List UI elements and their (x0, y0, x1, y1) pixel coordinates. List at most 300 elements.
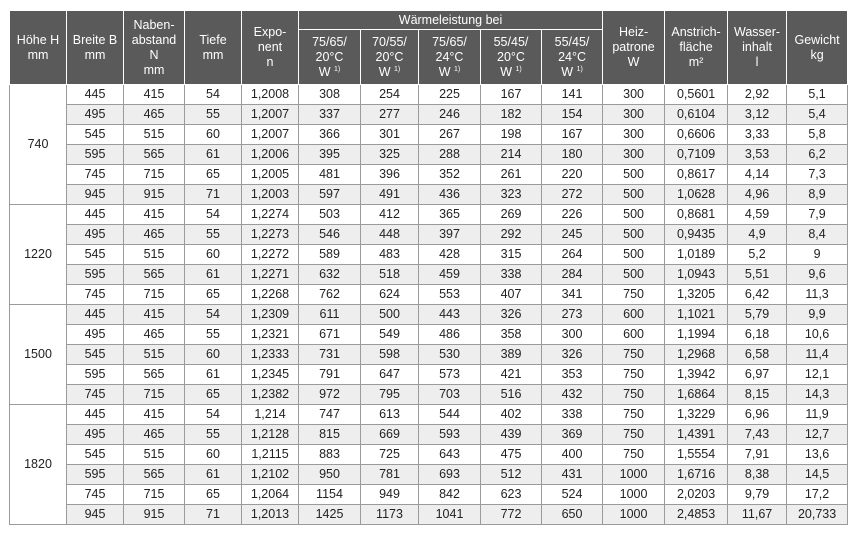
table-row (10, 265, 848, 285)
table-cell: 500 (603, 165, 665, 185)
table-cell: 154 (542, 105, 603, 125)
table-cell: 443 (419, 305, 481, 325)
table-cell: 1,2115 (242, 445, 299, 465)
table-cell: 1,2272 (242, 245, 299, 265)
table-cell: 1,2345 (242, 365, 299, 385)
table-cell: 715 (124, 385, 185, 405)
table-cell: 745 (67, 165, 124, 185)
table-cell: 338 (481, 265, 542, 285)
table-cell: 595 (67, 145, 124, 165)
table-cell: 1,2968 (665, 345, 728, 365)
table-cell: 546 (299, 225, 361, 245)
table-cell: 500 (603, 225, 665, 245)
table-cell: 338 (542, 405, 603, 425)
table-cell: 0,8617 (665, 165, 728, 185)
table-cell: 791 (299, 365, 361, 385)
table-cell: 7,3 (787, 165, 848, 185)
table-cell: 11,4 (787, 345, 848, 365)
table-cell: 55 (185, 105, 242, 125)
table-cell: 292 (481, 225, 542, 245)
header-waermeleistung: Wärmeleistung bei (299, 11, 603, 30)
table-row (10, 305, 848, 325)
table-cell: 915 (124, 505, 185, 525)
header-waerme-55-45-24: 55/45/ 24°C W $^{1)}$ (542, 30, 603, 85)
table-cell: 436 (419, 185, 481, 205)
table-cell: 9,6 (787, 265, 848, 285)
table-cell: 11,67 (728, 505, 787, 525)
table-cell: 945 (67, 185, 124, 205)
header-anstrichflaeche: Anstrich- fläche m² (665, 11, 728, 85)
table-cell: 1,2102 (242, 465, 299, 485)
table-cell: 1000 (603, 485, 665, 505)
table-cell: 65 (185, 485, 242, 505)
table-cell: 300 (603, 105, 665, 125)
table-cell: 1173 (361, 505, 419, 525)
table-cell: 272 (542, 185, 603, 205)
table-row (10, 385, 848, 405)
table-cell: 17,2 (787, 485, 848, 505)
table-cell: 495 (67, 225, 124, 245)
table-header (10, 11, 848, 85)
table-cell: 593 (419, 425, 481, 445)
table-cell: 439 (481, 425, 542, 445)
table-cell: 0,6104 (665, 105, 728, 125)
table-cell: 428 (419, 245, 481, 265)
table-cell: 1000 (603, 505, 665, 525)
table-cell: 553 (419, 285, 481, 305)
header-nabenabstand: Naben- abstand N mm (124, 11, 185, 85)
table-cell: 715 (124, 165, 185, 185)
table-cell: 1,6864 (665, 385, 728, 405)
table-cell: 495 (67, 325, 124, 345)
table-cell: 1,3229 (665, 405, 728, 425)
header-waerme-70-55-20: 70/55/ 20°C W $^{1)}$ (361, 30, 419, 85)
table-cell: 589 (299, 245, 361, 265)
table-cell: 264 (542, 245, 603, 265)
header-exponent: Expo- nent n (242, 11, 299, 85)
table-cell: 1,2128 (242, 425, 299, 445)
table-cell: 65 (185, 165, 242, 185)
table-cell: 326 (481, 305, 542, 325)
header-waerme-75-65-24: 75/65/ 24°C W $^{1)}$ (419, 30, 481, 85)
table-cell: 524 (542, 485, 603, 505)
table-cell: 301 (361, 125, 419, 145)
table-cell: 750 (603, 345, 665, 365)
table-cell: 512 (481, 465, 542, 485)
table-cell: 60 (185, 125, 242, 145)
height-group-cell: 1220 (10, 205, 67, 305)
table-cell: 1,3942 (665, 365, 728, 385)
table-cell: 54 (185, 85, 242, 105)
table-cell: 9,9 (787, 305, 848, 325)
table-cell: 6,2 (787, 145, 848, 165)
table-cell: 883 (299, 445, 361, 465)
table-cell: 600 (603, 305, 665, 325)
table-cell: 565 (124, 265, 185, 285)
table-cell: 1,0943 (665, 265, 728, 285)
table-cell: 600 (603, 325, 665, 345)
table-cell: 402 (481, 405, 542, 425)
table-cell: 731 (299, 345, 361, 365)
table-cell: 12,1 (787, 365, 848, 385)
table-cell: 745 (67, 485, 124, 505)
table-cell: 4,96 (728, 185, 787, 205)
table-cell: 277 (361, 105, 419, 125)
table-cell: 8,4 (787, 225, 848, 245)
header-breite: Breite B mm (67, 11, 124, 85)
table-cell: 1,0628 (665, 185, 728, 205)
table-cell: 4,59 (728, 205, 787, 225)
table-cell: 475 (481, 445, 542, 465)
table-cell: 465 (124, 325, 185, 345)
table-cell: 7,9 (787, 205, 848, 225)
table-cell: 396 (361, 165, 419, 185)
table-cell: 288 (419, 145, 481, 165)
table-cell: 13,6 (787, 445, 848, 465)
table-cell: 273 (542, 305, 603, 325)
table-cell: 573 (419, 365, 481, 385)
table-cell: 61 (185, 365, 242, 385)
table-cell: 284 (542, 265, 603, 285)
radiator-data-table (9, 10, 848, 525)
table-cell: 1,2005 (242, 165, 299, 185)
table-row (10, 205, 848, 225)
table-cell: 6,58 (728, 345, 787, 365)
table-cell: 300 (603, 85, 665, 105)
table-cell: 2,92 (728, 85, 787, 105)
table-cell: 5,79 (728, 305, 787, 325)
table-cell: 7,91 (728, 445, 787, 465)
table-cell: 397 (419, 225, 481, 245)
table-cell: 491 (361, 185, 419, 205)
table-row (10, 105, 848, 125)
table-cell: 842 (419, 485, 481, 505)
table-cell: 369 (542, 425, 603, 445)
table-cell: 54 (185, 205, 242, 225)
table-cell: 0,5601 (665, 85, 728, 105)
header-waerme-75-65-20: 75/65/ 20°C W $^{1)}$ (299, 30, 361, 85)
table-cell: 500 (361, 305, 419, 325)
header-heizpatrone: Heiz- patrone W (603, 11, 665, 85)
table-cell: 6,18 (728, 325, 787, 345)
table-cell: 407 (481, 285, 542, 305)
table-cell: 595 (67, 265, 124, 285)
table-cell: 747 (299, 405, 361, 425)
table-cell: 1041 (419, 505, 481, 525)
table-cell: 6,42 (728, 285, 787, 305)
table-cell: 1,2309 (242, 305, 299, 325)
table-cell: 5,51 (728, 265, 787, 285)
table-cell: 412 (361, 205, 419, 225)
height-group-cell: 1500 (10, 305, 67, 405)
table-cell: 254 (361, 85, 419, 105)
table-cell: 725 (361, 445, 419, 465)
table-cell: 1,2006 (242, 145, 299, 165)
table-cell: 1,2268 (242, 285, 299, 305)
table-cell: 389 (481, 345, 542, 365)
table-cell: 141 (542, 85, 603, 105)
table-cell: 643 (419, 445, 481, 465)
table-cell: 2,4853 (665, 505, 728, 525)
table-cell: 1,2003 (242, 185, 299, 205)
table-cell: 220 (542, 165, 603, 185)
table-cell: 595 (67, 465, 124, 485)
table-cell: 465 (124, 225, 185, 245)
table-cell: 1,2007 (242, 125, 299, 145)
table-body (10, 85, 848, 525)
table-cell: 415 (124, 85, 185, 105)
table-cell: 61 (185, 145, 242, 165)
table-cell: 353 (542, 365, 603, 385)
table-cell: 3,12 (728, 105, 787, 125)
table-cell: 750 (603, 405, 665, 425)
table-cell: 795 (361, 385, 419, 405)
table-cell: 1,2007 (242, 105, 299, 125)
table-cell: 545 (67, 245, 124, 265)
table-cell: 300 (603, 145, 665, 165)
table-cell: 669 (361, 425, 419, 445)
table-cell: 481 (299, 165, 361, 185)
table-cell: 12,7 (787, 425, 848, 445)
table-cell: 762 (299, 285, 361, 305)
table-cell: 358 (481, 325, 542, 345)
table-cell: 1,6716 (665, 465, 728, 485)
table-cell: 715 (124, 285, 185, 305)
table-cell: 60 (185, 345, 242, 365)
table-cell: 261 (481, 165, 542, 185)
table-cell: 9,79 (728, 485, 787, 505)
table-cell: 61 (185, 465, 242, 485)
table-cell: 772 (481, 505, 542, 525)
table-cell: 750 (603, 385, 665, 405)
table-cell: 545 (67, 125, 124, 145)
table-cell: 1154 (299, 485, 361, 505)
table-cell: 300 (603, 125, 665, 145)
table-cell: 55 (185, 325, 242, 345)
table-cell: 20,733 (787, 505, 848, 525)
table-cell: 341 (542, 285, 603, 305)
table-cell: 500 (603, 245, 665, 265)
table-row (10, 85, 848, 105)
table-cell: 395 (299, 145, 361, 165)
table-cell: 598 (361, 345, 419, 365)
table-cell: 308 (299, 85, 361, 105)
table-row (10, 245, 848, 265)
header-gewicht: Gewicht kg (787, 11, 848, 85)
table-cell: 565 (124, 465, 185, 485)
table-cell: 400 (542, 445, 603, 465)
table-cell: 647 (361, 365, 419, 385)
table-cell: 544 (419, 405, 481, 425)
table-cell: 65 (185, 385, 242, 405)
table-cell: 10,6 (787, 325, 848, 345)
table-cell: 1,5554 (665, 445, 728, 465)
table-cell: 1,4391 (665, 425, 728, 445)
table-cell: 0,6606 (665, 125, 728, 145)
height-group-cell: 1820 (10, 405, 67, 525)
table-cell: 325 (361, 145, 419, 165)
table-cell: 503 (299, 205, 361, 225)
table-cell: 545 (67, 445, 124, 465)
table-cell: 180 (542, 145, 603, 165)
table-cell: 65 (185, 285, 242, 305)
table-cell: 515 (124, 445, 185, 465)
table-cell: 14,5 (787, 465, 848, 485)
table-cell: 1425 (299, 505, 361, 525)
table-cell: 445 (67, 405, 124, 425)
table-cell: 366 (299, 125, 361, 145)
table-cell: 326 (542, 345, 603, 365)
table-cell: 530 (419, 345, 481, 365)
table-cell: 745 (67, 285, 124, 305)
table-cell: 5,1 (787, 85, 848, 105)
table-cell: 4,9 (728, 225, 787, 245)
table-cell: 750 (603, 285, 665, 305)
header-waerme-55-45-20: 55/45/ 20°C W $^{1)}$ (481, 30, 542, 85)
table-cell: 445 (67, 305, 124, 325)
table-cell: 11,9 (787, 405, 848, 425)
table-cell: 14,3 (787, 385, 848, 405)
table-cell: 7,43 (728, 425, 787, 445)
table-cell: 54 (185, 305, 242, 325)
table-cell: 167 (542, 125, 603, 145)
table-cell: 0,8681 (665, 205, 728, 225)
table-cell: 459 (419, 265, 481, 285)
table-cell: 515 (124, 125, 185, 145)
table-cell: 915 (124, 185, 185, 205)
header-wasserinhalt: Wasser- inhalt l (728, 11, 787, 85)
table-row (10, 365, 848, 385)
table-cell: 611 (299, 305, 361, 325)
table-cell: 1,2274 (242, 205, 299, 225)
table-cell: 323 (481, 185, 542, 205)
table-cell: 1,0189 (665, 245, 728, 265)
table-cell: 2,0203 (665, 485, 728, 505)
table-cell: 8,38 (728, 465, 787, 485)
table-cell: 715 (124, 485, 185, 505)
table-cell: 71 (185, 505, 242, 525)
table-row (10, 485, 848, 505)
table-cell: 214 (481, 145, 542, 165)
table-cell: 415 (124, 205, 185, 225)
footnote-marker: 1) (576, 65, 583, 73)
table-cell: 0,9435 (665, 225, 728, 245)
table-cell: 1,2271 (242, 265, 299, 285)
table-cell: 483 (361, 245, 419, 265)
table-cell: 1,2013 (242, 505, 299, 525)
table-cell: 337 (299, 105, 361, 125)
table-row (10, 185, 848, 205)
table-cell: 55 (185, 225, 242, 245)
table-cell: 5,2 (728, 245, 787, 265)
table-cell: 415 (124, 405, 185, 425)
table-cell: 421 (481, 365, 542, 385)
table-cell: 246 (419, 105, 481, 125)
table-cell: 432 (542, 385, 603, 405)
table-cell: 703 (419, 385, 481, 405)
height-group-cell: 740 (10, 85, 67, 205)
table-row (10, 345, 848, 365)
table-cell: 60 (185, 445, 242, 465)
table-row (10, 325, 848, 345)
table-cell: 6,97 (728, 365, 787, 385)
table-row (10, 125, 848, 145)
table-cell: 500 (603, 205, 665, 225)
table-cell: 352 (419, 165, 481, 185)
table-cell: 623 (481, 485, 542, 505)
table-cell: 495 (67, 105, 124, 125)
table-cell: 60 (185, 245, 242, 265)
table-row (10, 465, 848, 485)
table-cell: 9 (787, 245, 848, 265)
table-cell: 167 (481, 85, 542, 105)
table-cell: 945 (67, 505, 124, 525)
table-cell: 515 (124, 245, 185, 265)
table-cell: 1000 (603, 465, 665, 485)
table-cell: 445 (67, 85, 124, 105)
table-cell: 545 (67, 345, 124, 365)
radiator-data-table-container (9, 10, 847, 525)
table-cell: 71 (185, 185, 242, 205)
table-cell: 267 (419, 125, 481, 145)
table-cell: 632 (299, 265, 361, 285)
table-cell: 750 (603, 445, 665, 465)
table-cell: 595 (67, 365, 124, 385)
table-cell: 415 (124, 305, 185, 325)
table-cell: 693 (419, 465, 481, 485)
table-cell: 500 (603, 185, 665, 205)
table-cell: 495 (67, 425, 124, 445)
table-cell: 445 (67, 205, 124, 225)
table-cell: 750 (603, 425, 665, 445)
table-cell: 5,4 (787, 105, 848, 125)
table-cell: 950 (299, 465, 361, 485)
table-cell: 0,7109 (665, 145, 728, 165)
table-cell: 750 (603, 365, 665, 385)
footnote-marker: 1) (454, 65, 461, 73)
table-cell: 61 (185, 265, 242, 285)
table-cell: 365 (419, 205, 481, 225)
table-cell: 1,2382 (242, 385, 299, 405)
table-cell: 650 (542, 505, 603, 525)
table-cell: 1,2273 (242, 225, 299, 245)
table-cell: 315 (481, 245, 542, 265)
table-row (10, 445, 848, 465)
table-cell: 198 (481, 125, 542, 145)
table-cell: 269 (481, 205, 542, 225)
table-cell: 516 (481, 385, 542, 405)
table-cell: 1,1021 (665, 305, 728, 325)
table-row (10, 225, 848, 245)
table-cell: 500 (603, 265, 665, 285)
table-cell: 1,2008 (242, 85, 299, 105)
table-cell: 745 (67, 385, 124, 405)
table-cell: 1,2321 (242, 325, 299, 345)
table-cell: 3,53 (728, 145, 787, 165)
table-cell: 815 (299, 425, 361, 445)
table-cell: 486 (419, 325, 481, 345)
table-cell: 225 (419, 85, 481, 105)
table-cell: 465 (124, 105, 185, 125)
table-cell: 55 (185, 425, 242, 445)
table-row (10, 145, 848, 165)
footnote-marker: 1) (334, 65, 341, 73)
table-cell: 431 (542, 465, 603, 485)
table-row (10, 405, 848, 425)
table-row (10, 425, 848, 445)
table-cell: 671 (299, 325, 361, 345)
table-cell: 4,14 (728, 165, 787, 185)
